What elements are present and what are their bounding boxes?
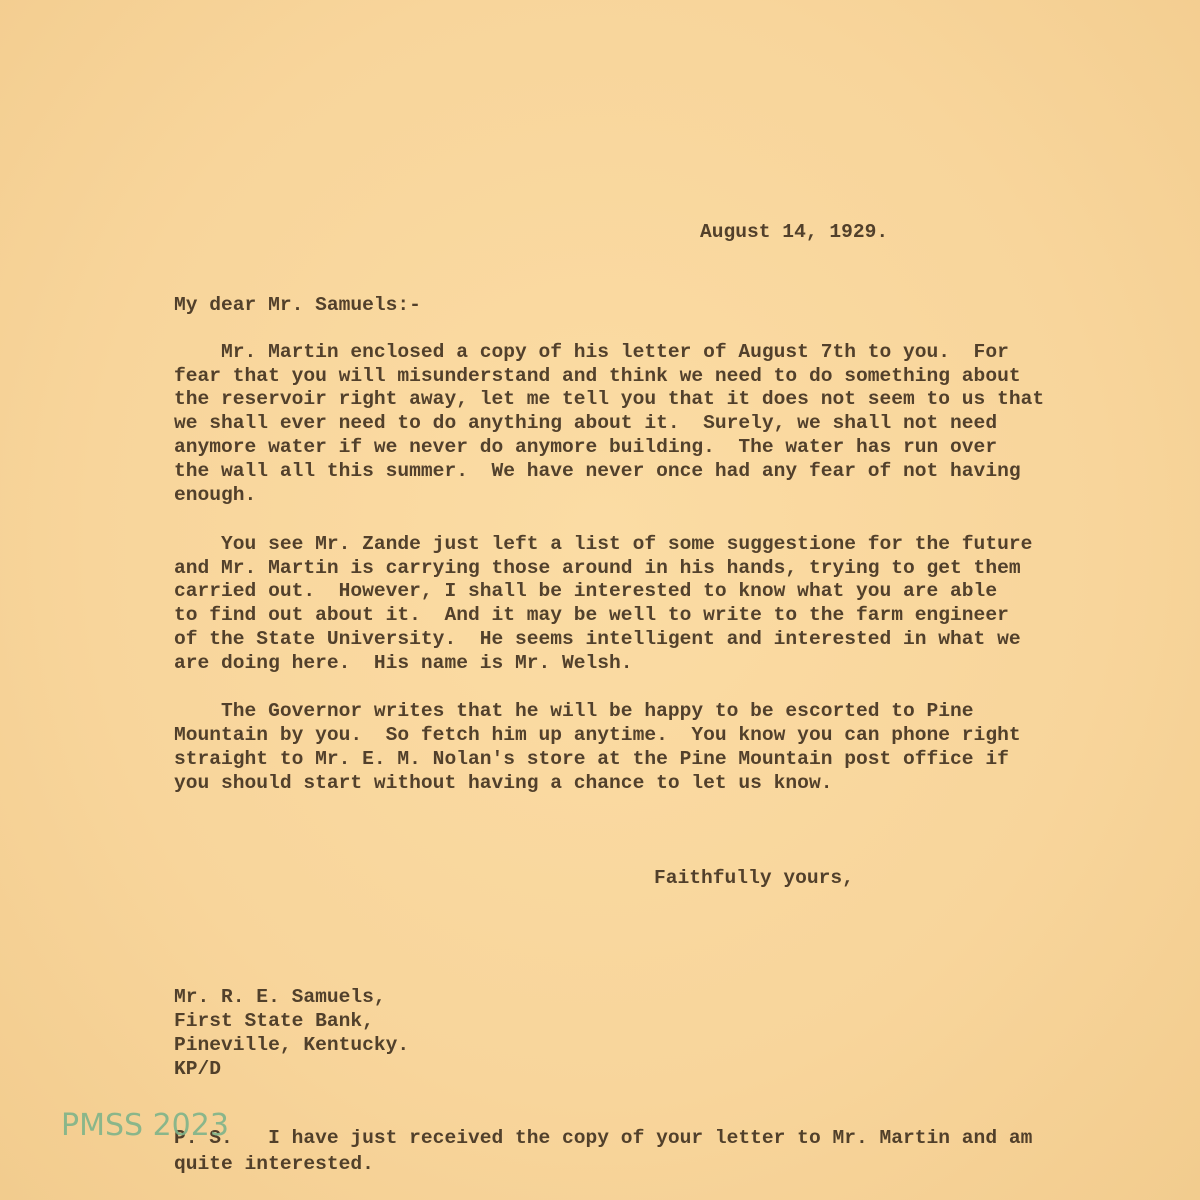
text-line: you should start without having a chance to let us know.: [174, 772, 833, 794]
letter-date: August 14, 1929.: [700, 221, 889, 243]
text-line: enough.: [174, 484, 257, 506]
watermark: PMSS 2023: [61, 1108, 229, 1143]
text-line: the wall all this summer. We have never once had any fear of not having: [174, 460, 1021, 482]
text-line: are doing here. His name is Mr. Welsh.: [174, 652, 633, 674]
text-line: carried out. However, I shall be interested to know what you are able: [174, 580, 998, 602]
text-line: Mr. Martin enclosed a copy of his letter of August 7th to you. For: [174, 341, 1009, 363]
salutation: My dear Mr. Samuels:-: [174, 294, 421, 316]
address-line: Mr. R. E. Samuels,: [174, 986, 386, 1008]
address-line: First State Bank,: [174, 1010, 374, 1032]
text-line: straight to Mr. E. M. Nolan's store at the Pine Mountain post office if: [174, 748, 1009, 770]
text-line: anymore water if we never do anymore building. The water has run over: [174, 436, 998, 458]
text-line: Mountain by you. So fetch him up anytime. You know you can phone right: [174, 724, 1021, 746]
text-line: fear that you will misunderstand and think we need to do something about: [174, 365, 1021, 387]
address-line: Pineville, Kentucky.: [174, 1034, 410, 1056]
text-line: The Governor writes that he will be happy to be escorted to Pine: [174, 700, 974, 722]
text-line: You see Mr. Zande just left a list of some suggestione for the future: [174, 533, 1033, 555]
text-line: of the State University. He seems intelligent and interested in what we: [174, 628, 1021, 650]
closing: Faithfully yours,: [654, 867, 854, 889]
text-line: we shall ever need to do anything about it. Surely, we shall not need: [174, 412, 998, 434]
text-line: P. S. I have just received the copy of your letter to Mr. Martin and am: [174, 1127, 1033, 1149]
typist-initials: KP/D: [174, 1058, 222, 1080]
text-line: and Mr. Martin is carrying those around in his hands, trying to get them: [174, 557, 1021, 579]
text-line: the reservoir right away, let me tell you that it does not seem to us that: [174, 388, 1045, 410]
text-line: quite interested.: [174, 1153, 374, 1175]
text-line: to find out about it. And it may be well to write to the farm engineer: [174, 604, 1009, 626]
